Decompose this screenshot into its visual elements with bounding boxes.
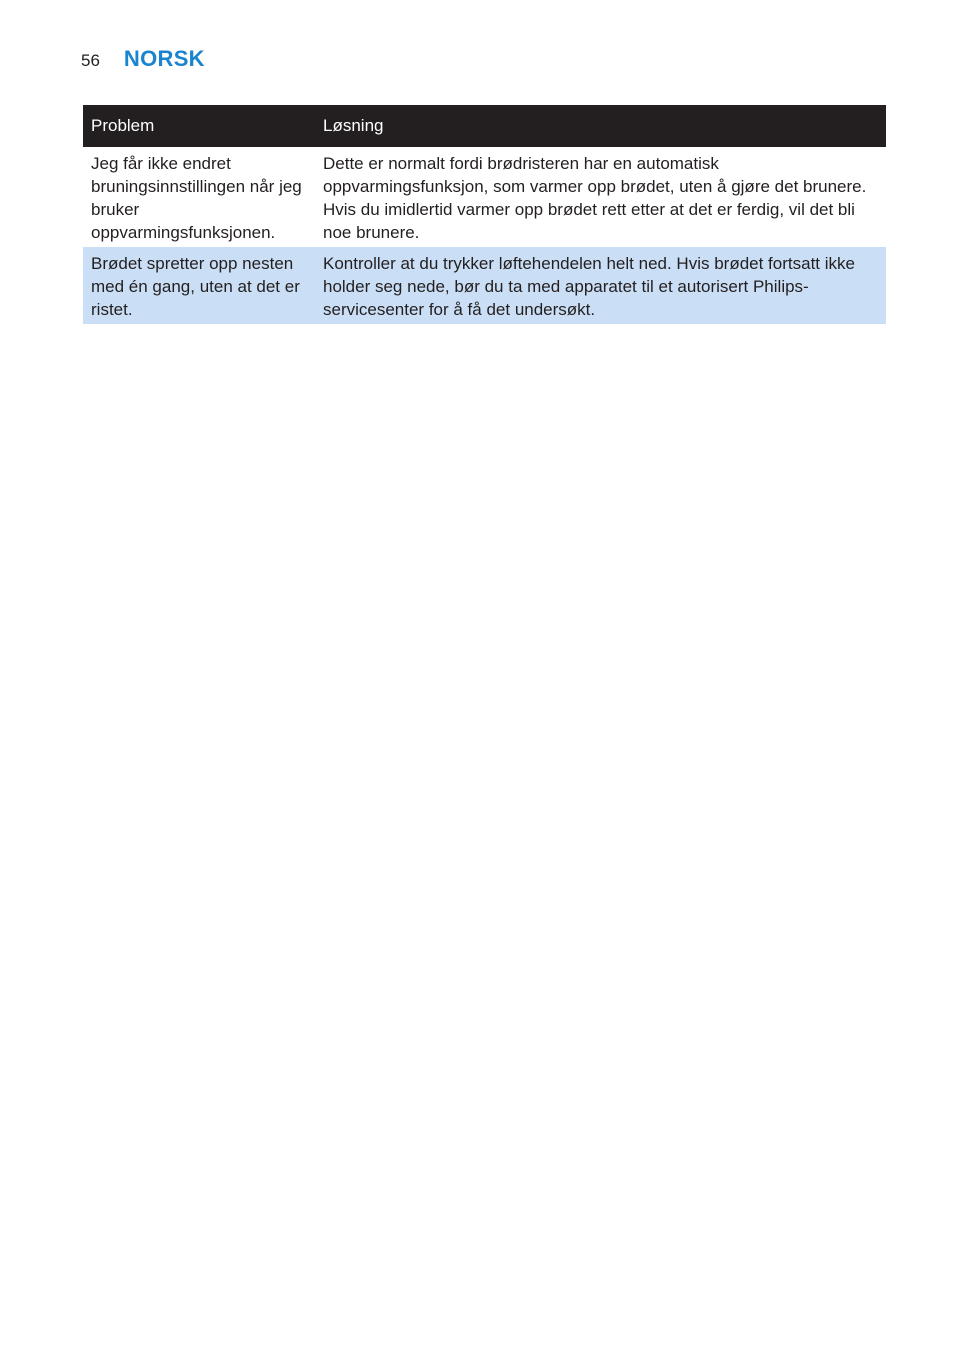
page-header: [81, 46, 205, 76]
problem-cell: Jeg får ikke endret bruningsinnstillingen når jeg bruker oppvarmingsfunksjonen.: [83, 147, 315, 247]
solution-cell: Dette er normalt fordi brødristeren har en automatisk oppvarmingsfunksjon, som varmer opp brødet, uten å gjøre det brunere. Hvis du imidlertid varmer opp brødet rett etter at det er ferdig, vil det bli noe brunere.: [315, 147, 886, 247]
troubleshooting-table: [83, 105, 886, 324]
solution-cell: Kontroller at du trykker løftehendelen helt ned. Hvis brødet fortsatt ikke holder seg nede, bør du ta med apparatet til et autorisert Philips-servicesenter for å få det undersøkt.: [315, 247, 886, 324]
table-row: [83, 247, 886, 324]
column-header-solution: Løsning: [315, 105, 886, 147]
problem-cell: Brødet spretter opp nesten med én gang, uten at det er ristet.: [83, 247, 315, 324]
section-title: NORSK: [123, 46, 205, 71]
column-header-problem: Problem: [83, 105, 315, 147]
page-number: 56: [81, 51, 100, 70]
table-row: [83, 147, 886, 247]
table-header-row: [83, 105, 886, 147]
